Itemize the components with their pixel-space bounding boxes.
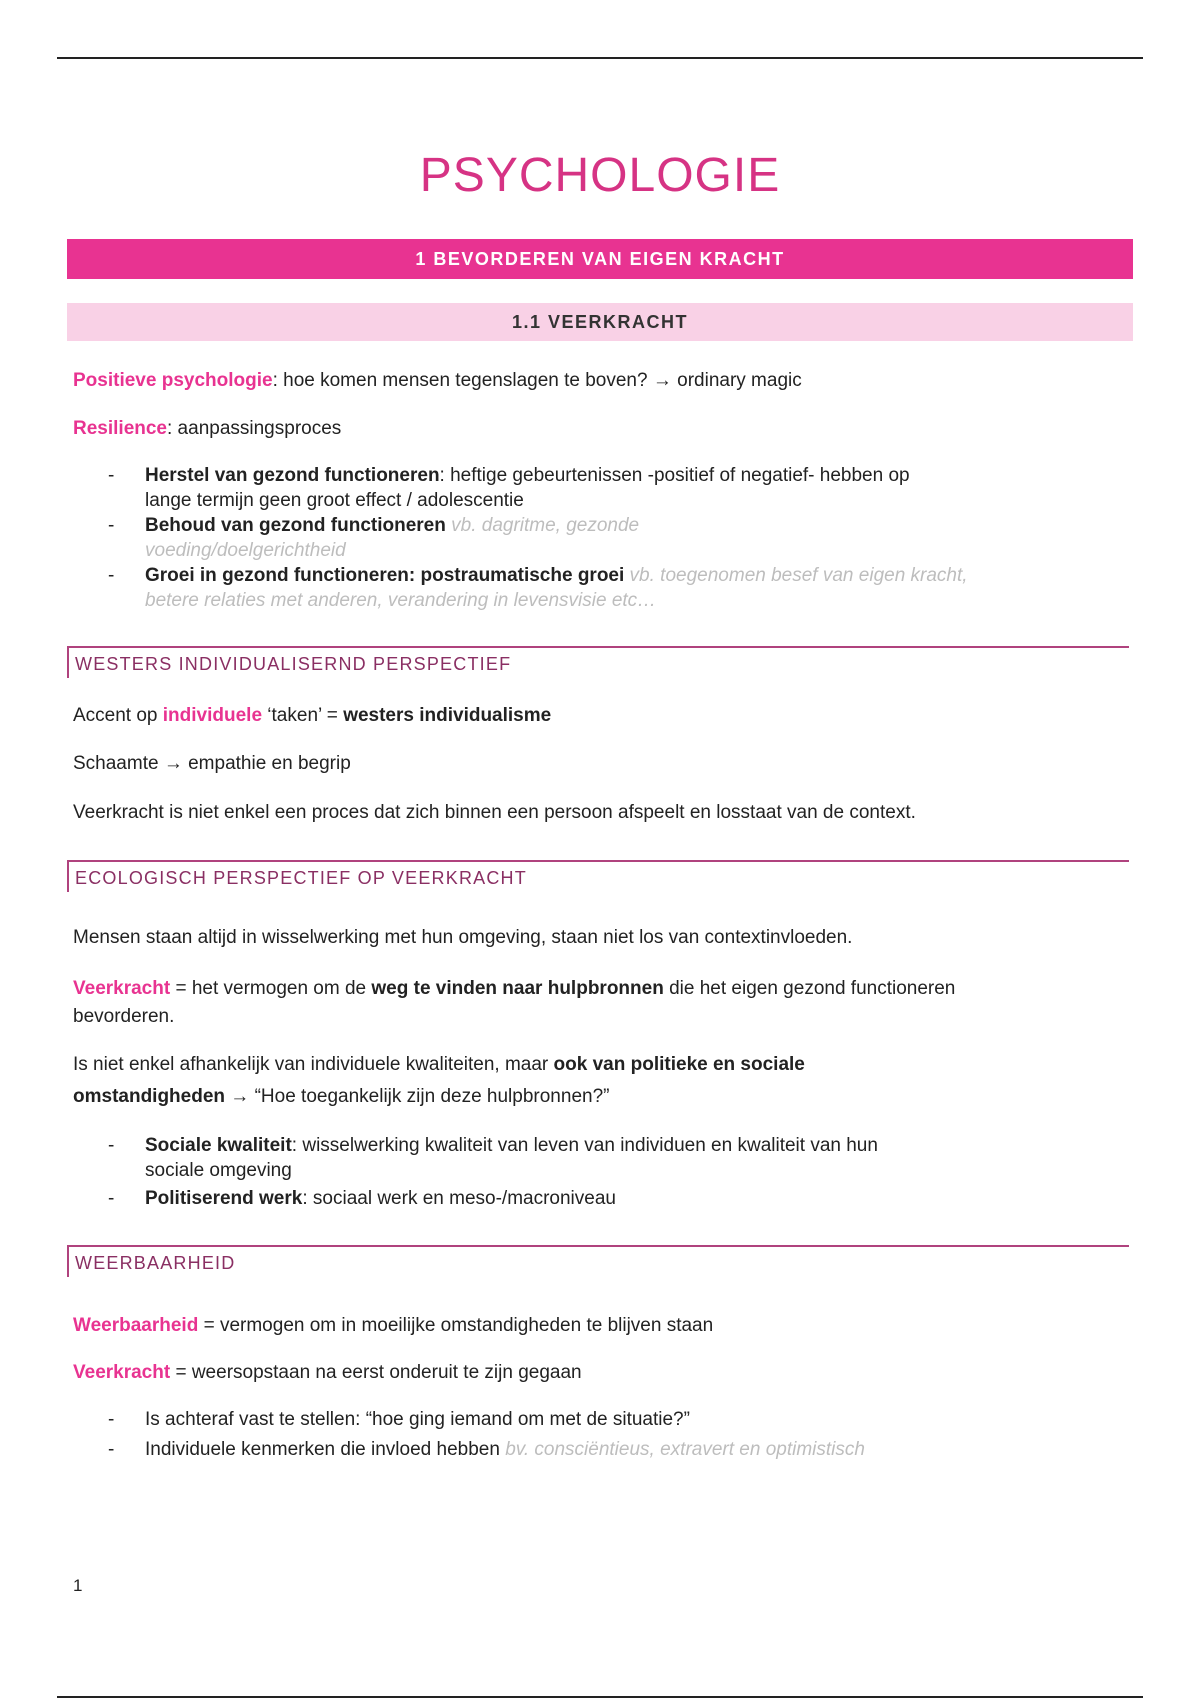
- term: Veerkracht: [73, 978, 171, 999]
- subsection-heading-text: WEERBAARHEID: [75, 1253, 236, 1273]
- term: Positieve psychologie: [73, 370, 273, 391]
- text: = vermogen om in moeilijke omstandigheden te blijven staan: [198, 1315, 714, 1336]
- term: Weerbaarheid: [73, 1315, 199, 1336]
- text-bold: westers individualisme: [343, 705, 552, 726]
- subsection-heading-text: ECOLOGISCH PERSPECTIEF OP VEERKRACHT: [75, 868, 527, 888]
- list-item-text: Is achteraf vast te stellen: “hoe ging iemand om met de situatie?”: [145, 1409, 690, 1430]
- chapter-heading: 1 BEVORDEREN VAN EIGEN KRACHT: [67, 239, 1133, 279]
- subsection-heading-text: WESTERS INDIVIDUALISERND PERSPECTIEF: [75, 654, 512, 674]
- paragraph-veerkracht-context: Veerkracht is niet enkel een proces dat zich binnen een persoon afspeelt en losstaat van de context.: [73, 802, 916, 823]
- page-number: 1: [73, 1576, 83, 1595]
- list-item-bold: Politiserend werk: [145, 1188, 303, 1209]
- subsection-heading-ecologisch: [67, 860, 1129, 892]
- text-bold: omstandigheden: [73, 1086, 226, 1107]
- term: Resilience: [73, 418, 167, 439]
- arrow-icon: →: [652, 370, 672, 391]
- paragraph-accent: [73, 702, 551, 730]
- page-title: PSYCHOLOGIE: [419, 149, 781, 202]
- list-item: [108, 513, 1045, 563]
- text: “Hoe toegankelijk zijn deze hulpbronnen?”: [249, 1086, 610, 1107]
- bullet: -: [108, 1409, 115, 1430]
- bullet: -: [108, 1439, 115, 1460]
- text: ‘taken’ =: [262, 705, 344, 726]
- list-item-example: vb. dagritme, gezonde: [445, 515, 640, 536]
- text: : hoe komen mensen tegenslagen te boven?: [272, 370, 653, 391]
- text-bold: ook van politieke en sociale: [553, 1054, 805, 1075]
- list-item-text: : heftige gebeurtenissen -positief of negatief- hebben op: [439, 465, 910, 486]
- section-heading: 1.1 VEERKRACHT: [67, 303, 1133, 341]
- list-item: [108, 463, 1045, 513]
- list-item-text: Individuele kenmerken die invloed hebben: [145, 1439, 500, 1460]
- text: die het eigen gezond functioneren: [663, 978, 956, 999]
- subsection-heading-westers: [67, 646, 1129, 678]
- list-item: [108, 1407, 1045, 1432]
- list-item-bold: Groei in gezond functioneren: postraumatische groei: [145, 565, 625, 586]
- paragraph-resilience: [73, 415, 341, 443]
- list-item-bold: Herstel van gezond functioneren: [145, 465, 440, 486]
- bullet: -: [108, 565, 115, 586]
- list-item: [108, 1133, 1045, 1183]
- text: Schaamte: [73, 753, 164, 774]
- text: = het vermogen om de: [170, 978, 372, 999]
- bullet: -: [108, 465, 115, 486]
- paragraph-positieve-psychologie: [73, 367, 802, 395]
- list-item: [108, 563, 1045, 613]
- list-item-bold: Sociale kwaliteit: [145, 1135, 292, 1156]
- paragraph-veerkracht-definitie: [73, 975, 955, 1031]
- subsection-heading-weerbaarheid: [67, 1245, 1129, 1277]
- arrow-icon: →: [230, 1086, 250, 1107]
- list-item: [108, 1437, 1045, 1462]
- text: : aanpassingsproces: [167, 418, 342, 439]
- paragraph-afhankelijk: [73, 1049, 805, 1113]
- list-item-example: betere relaties met anderen, verandering in levensvisie etc…: [145, 590, 657, 611]
- list-item: [108, 1186, 1045, 1211]
- paragraph-weerbaarheid: [73, 1312, 713, 1340]
- paragraph-veerkracht-weersopstaan: [73, 1359, 582, 1387]
- list-item-text: lange termijn geen groot effect / adolescentie: [145, 490, 524, 511]
- list-item-example: vb. toegenomen besef van eigen kracht,: [624, 565, 968, 586]
- list-item-text: : wisselwerking kwaliteit van leven van individuen en kwaliteit van hun: [291, 1135, 878, 1156]
- bullet: -: [108, 515, 115, 536]
- text: Is niet enkel afhankelijk van individuele kwaliteiten, maar: [73, 1054, 554, 1075]
- text: bevorderen.: [73, 1006, 175, 1027]
- text-bold: weg te vinden naar hulpbronnen: [371, 978, 664, 999]
- list-item-text: : sociaal werk en meso-/macroniveau: [302, 1188, 616, 1209]
- bullet: -: [108, 1188, 115, 1209]
- text: ordinary magic: [671, 370, 802, 391]
- list-item-example: bv. consciëntieus, extravert en optimistisch: [499, 1439, 865, 1460]
- text: Accent op: [73, 705, 163, 726]
- paragraph-wisselwerking: Mensen staan altijd in wisselwerking met hun omgeving, staan niet los van contextinvloeden.: [73, 927, 853, 948]
- footer-rule: [57, 1696, 1143, 1698]
- header-rule: [57, 57, 1143, 59]
- list-item-bold: Behoud van gezond functioneren: [145, 515, 446, 536]
- arrow-icon: →: [163, 753, 183, 774]
- text: empathie en begrip: [182, 753, 351, 774]
- list-item-example: voeding/doelgerichtheid: [145, 540, 346, 561]
- paragraph-schaamte: [73, 750, 351, 778]
- term: Veerkracht: [73, 1362, 171, 1383]
- term: individuele: [162, 705, 263, 726]
- bullet: -: [108, 1135, 115, 1156]
- list-item-text: sociale omgeving: [145, 1160, 292, 1181]
- text: = weersopstaan na eerst onderuit te zijn gegaan: [170, 1362, 582, 1383]
